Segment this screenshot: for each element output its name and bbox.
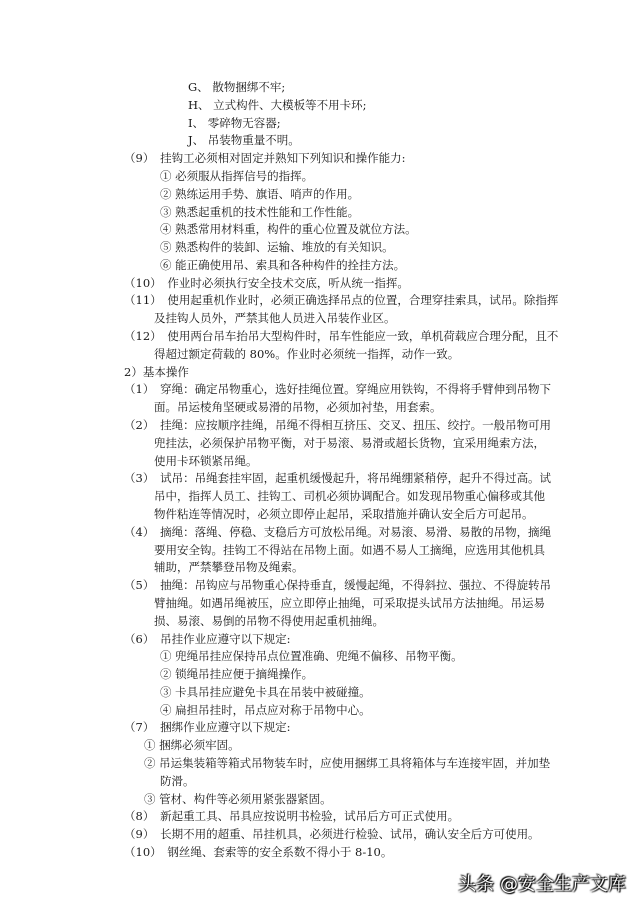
text-line: （9） 挂钩工必须相对固定并熟知下列知识和操作能力:	[124, 151, 406, 165]
text-line: I、 零碎物无容器;	[188, 116, 281, 130]
text-line: ② 吊运集装箱等箱式吊物装车时，应使用捆绑工具将箱体与车连接牢固，并加垫	[144, 756, 551, 770]
text-line: ③ 卡具吊挂应避免卡具在吊装中被碰撞。	[160, 685, 371, 699]
text-line: 及挂钩人员外，严禁其他人员进入吊装作业区。	[154, 311, 396, 325]
text-line: ④ 熟悉常用材料重，构件的重心位置及就位方法。	[160, 222, 417, 236]
text-line: （10） 钢丝绳、套索等的安全系数不得小于 8-10。	[124, 845, 393, 859]
text-line: （10） 作业时必须执行安全技术交底，听从统一指挥。	[124, 276, 409, 290]
text-line: （6） 吊挂作业应遵守以下规定:	[124, 632, 291, 646]
text-line: ③ 熟悉起重机的技术性能和工作性能。	[160, 205, 360, 219]
text-line: 要用安全钩。挂钩工不得站在吊物上面。如遇不易人工摘绳，应选用其他机具	[154, 543, 545, 557]
text-line: （1） 穿绳：确定吊物重心，选好挂绳位置。穿绳应用铁钩，不得将手臂伸到吊物下	[124, 382, 552, 396]
text-line: ⑥ 能正确使用吊、索具和各种构件的拴挂方法。	[160, 258, 406, 272]
text-line: ① 兜绳吊挂应保持吊点位置准确、兜绳不偏移、吊物平衡。	[160, 649, 463, 663]
text-line: ③ 管材、构件等必须用紧张器紧固。	[144, 792, 332, 806]
text-line: 2）基本操作	[124, 365, 189, 379]
text-line: 损、易滚、易倒的吊物不得使用起重机抽绳。	[154, 614, 384, 628]
text-line: （4） 摘绳：落绳、停稳、支稳后方可放松吊绳。对易滚、易滑、易散的吊物，摘绳	[124, 525, 552, 539]
text-line: G、 散物捆绑不牢;	[188, 80, 286, 94]
text-line: ① 必须服从指挥信号的指挥。	[160, 169, 314, 183]
text-line: （11） 使用起重机作业时，必须正确选择吊点的位置，合理穿挂索具，试吊。除指挥	[124, 293, 559, 307]
text-line: 面。吊运棱角坚硬或易滑的吊物，必须加衬垫，用套索。	[154, 400, 442, 414]
text-line: （12） 使用两台吊车抬吊大型构件时，吊车性能应一致，单机荷载应合理分配，且不	[124, 329, 559, 343]
text-line: ② 熟练运用手势、旗语、哨声的作用。	[160, 187, 360, 201]
text-line: 兜挂法，必须保护吊物平衡，对于易滚、易滑或超长货物，宜采用绳索方法，	[154, 436, 545, 450]
text-line: （8） 新起重工具、吊具应按说明书检验，试吊后方可正式使用。	[124, 809, 460, 823]
text-line: J、 吊装物重量不明。	[188, 133, 300, 147]
text-line: ⑤ 熟悉构件的装卸、运输、堆放的有关知识。	[160, 240, 394, 254]
text-line: 得超过额定荷载的 80%。作业时必须统一指挥，动作一致。	[154, 347, 460, 361]
text-line: ④ 扁担吊挂时，吊点应对称于吊物中心。	[160, 703, 371, 717]
text-line: H、 立式构件、大模板等不用卡环;	[188, 98, 367, 112]
text-line: （3） 试吊：吊绳套挂牢固，起重机缓慢起升，将吊绳绷紧稍停，起升不得过高。试	[124, 471, 552, 485]
text-line: ① 捆绑必须牢固。	[144, 738, 240, 752]
text-line: 物件粘连等情况时，必须立即停止起吊，采取措施并确认安全后方可起吊。	[154, 507, 534, 521]
text-line: 吊中，指挥人员工、挂钩工、司机必须协调配合。如发现吊物重心偏移或其他	[154, 489, 545, 503]
text-line: （2） 挂绳：应按顺序挂绳，吊绳不得相互挤压、交叉、扭压、绞拧。一般吊物可用	[124, 418, 552, 432]
text-line: ② 锁绳吊挂应便于摘绳操作。	[160, 667, 314, 681]
text-line: （9） 长期不用的超重、吊挂机具，必须进行检验、试吊，确认安全后方可使用。	[124, 827, 540, 841]
text-line: 臂抽绳。如遇吊绳被压，应立即停止抽绳，可采取提头试吊方法抽绳。吊运易	[154, 596, 545, 610]
text-line: 防滑。	[160, 774, 195, 788]
text-line: 辅助，严禁攀登吊物及绳索。	[154, 560, 304, 574]
watermark: 头条 @安全生产文库	[458, 874, 626, 895]
text-line: （7） 捆绑作业应遵守以下规定:	[124, 720, 291, 734]
text-line: （5） 抽绳：吊钩应与吊物重心保持垂直，缓慢起绳，不得斜拉、强拉、不得旋转吊	[124, 578, 552, 592]
text-line: 使用卡环锁紧吊绳。	[154, 454, 258, 468]
